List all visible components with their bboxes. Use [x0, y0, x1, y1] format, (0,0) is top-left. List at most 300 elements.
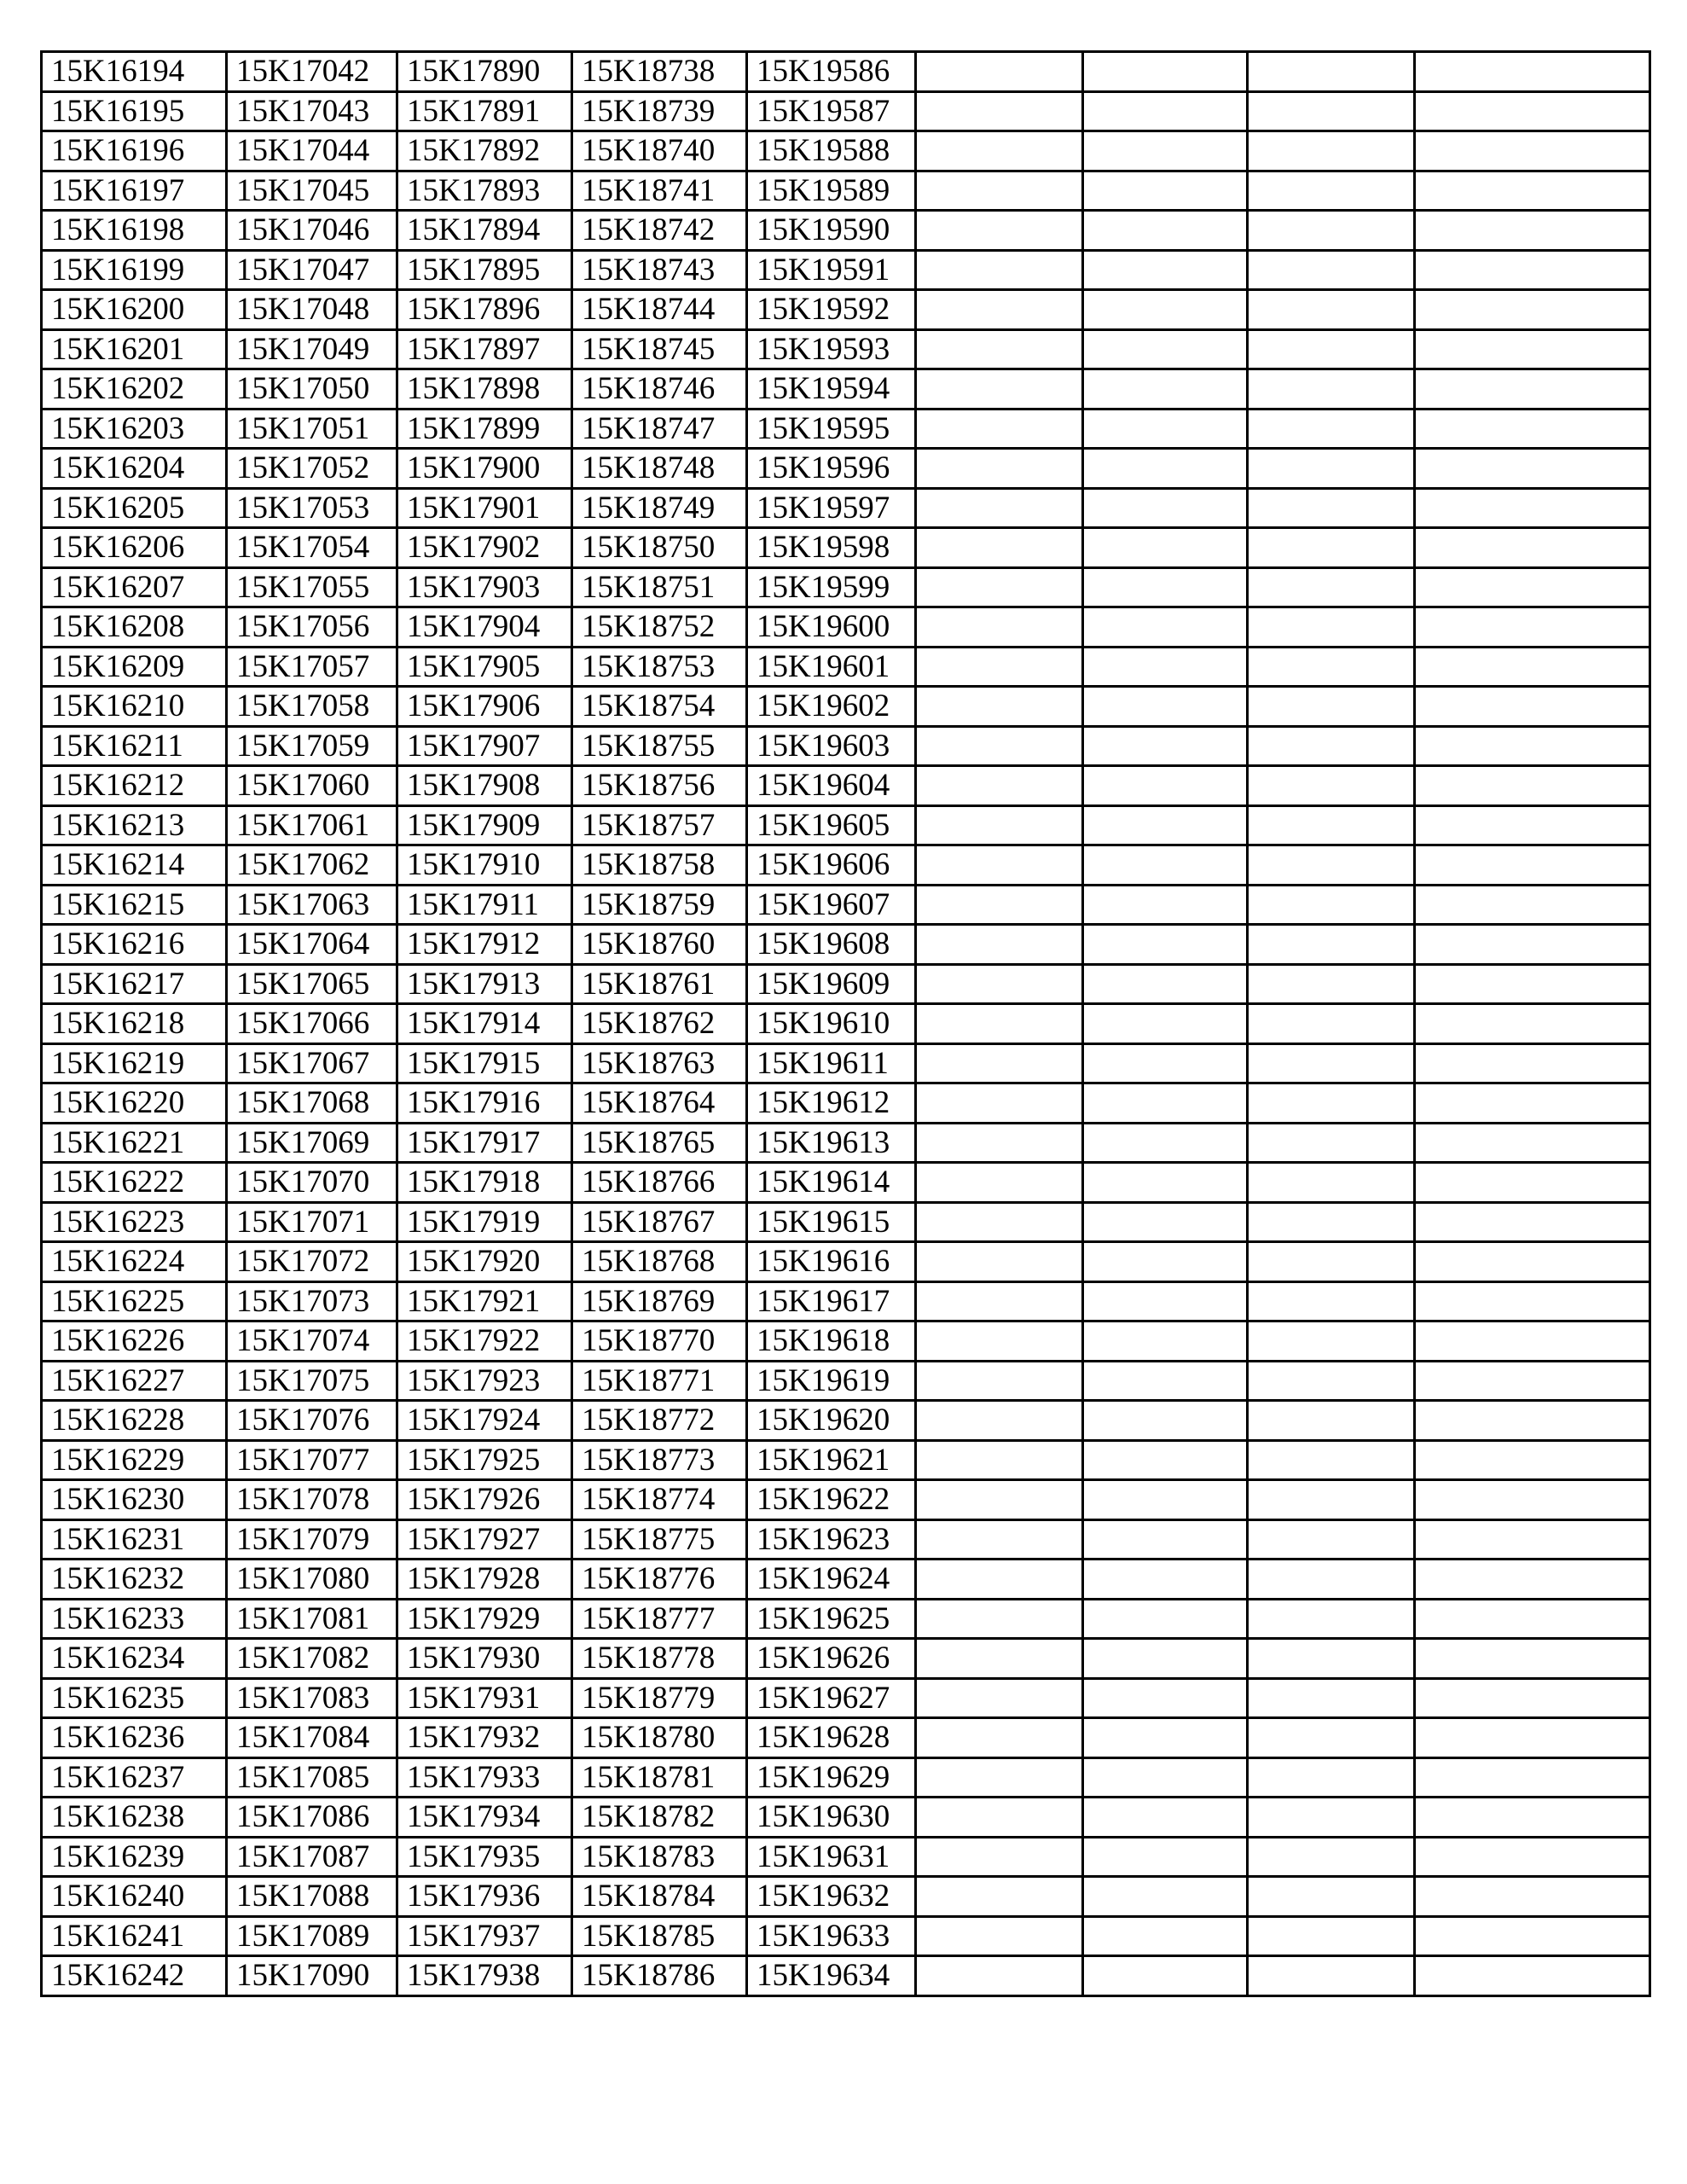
- table-cell: 15K17909: [397, 805, 572, 845]
- table-cell: [916, 449, 1083, 489]
- table-cell: 15K18748: [572, 449, 747, 489]
- table-cell: [1083, 1083, 1248, 1124]
- table-cell: 15K19633: [747, 1916, 916, 1956]
- table-cell: [1083, 1163, 1248, 1203]
- table-cell: 15K16220: [42, 1083, 227, 1124]
- table-cell: 15K17055: [227, 567, 397, 607]
- table-cell: 15K16208: [42, 607, 227, 648]
- table-cell: 15K18759: [572, 885, 747, 925]
- table-cell: 15K17900: [397, 449, 572, 489]
- table-cell: [1248, 1242, 1415, 1282]
- table-row: [42, 567, 1650, 607]
- table-cell: 15K17892: [397, 131, 572, 171]
- table-cell: 15K17054: [227, 528, 397, 568]
- table-cell: [1415, 1519, 1650, 1560]
- table-cell: 15K19602: [747, 687, 916, 727]
- table-cell: 15K19611: [747, 1043, 916, 1083]
- table-cell: 15K17083: [227, 1678, 397, 1718]
- table-cell: 15K19631: [747, 1837, 916, 1877]
- table-cell: 15K19590: [747, 211, 916, 251]
- table-cell: 15K16218: [42, 1004, 227, 1044]
- table-cell: [916, 567, 1083, 607]
- table-cell: 15K19604: [747, 766, 916, 806]
- table-cell: [916, 1281, 1083, 1321]
- table-cell: [1248, 131, 1415, 171]
- table-cell: [1415, 449, 1650, 489]
- table-cell: 15K16236: [42, 1718, 227, 1758]
- table-cell: 15K16211: [42, 726, 227, 766]
- table-cell: 15K19610: [747, 1004, 916, 1044]
- table-cell: [916, 726, 1083, 766]
- table-cell: 15K16231: [42, 1519, 227, 1560]
- table-cell: [1415, 1718, 1650, 1758]
- table-cell: 15K18764: [572, 1083, 747, 1124]
- table-cell: 15K19588: [747, 131, 916, 171]
- table-cell: [1083, 250, 1248, 290]
- table-cell: 15K17899: [397, 409, 572, 449]
- table-cell: 15K18776: [572, 1560, 747, 1600]
- table-cell: [916, 687, 1083, 727]
- table-cell: 15K17044: [227, 131, 397, 171]
- table-row: [42, 1321, 1650, 1362]
- table-cell: [1083, 290, 1248, 330]
- table-cell: 15K18746: [572, 369, 747, 410]
- table-cell: 15K17934: [397, 1798, 572, 1838]
- table-cell: 15K17060: [227, 766, 397, 806]
- table-cell: [1248, 1361, 1415, 1401]
- table-cell: 15K17911: [397, 885, 572, 925]
- table-cell: 15K19612: [747, 1083, 916, 1124]
- table-cell: 15K17902: [397, 528, 572, 568]
- table-row: [42, 528, 1650, 568]
- table-row: [42, 925, 1650, 965]
- table-cell: [1248, 567, 1415, 607]
- table-row: [42, 726, 1650, 766]
- table-cell: [916, 1599, 1083, 1639]
- table-cell: 15K17919: [397, 1202, 572, 1242]
- table-body: [42, 52, 1650, 1996]
- table-cell: [1083, 449, 1248, 489]
- table-cell: 15K19595: [747, 409, 916, 449]
- table-cell: [1415, 528, 1650, 568]
- table-cell: [916, 1837, 1083, 1877]
- table-cell: [1415, 329, 1650, 369]
- table-cell: 15K18769: [572, 1281, 747, 1321]
- table-cell: [1248, 488, 1415, 528]
- table-cell: [1083, 1560, 1248, 1600]
- table-cell: [1415, 1798, 1650, 1838]
- table-row: [42, 1639, 1650, 1679]
- table-cell: 15K18779: [572, 1678, 747, 1718]
- table-cell: 15K19613: [747, 1123, 916, 1163]
- table-cell: [1248, 1202, 1415, 1242]
- table-cell: 15K16232: [42, 1560, 227, 1600]
- table-cell: 15K19607: [747, 885, 916, 925]
- table-cell: [1083, 1242, 1248, 1282]
- table-cell: 15K19589: [747, 171, 916, 211]
- table-cell: [916, 1440, 1083, 1480]
- table-cell: [1083, 1678, 1248, 1718]
- table-cell: [916, 250, 1083, 290]
- table-cell: 15K17056: [227, 607, 397, 648]
- table-cell: 15K16217: [42, 964, 227, 1004]
- table-cell: [1415, 1202, 1650, 1242]
- table-cell: 15K19623: [747, 1519, 916, 1560]
- table-cell: [1083, 1480, 1248, 1520]
- table-cell: [916, 1877, 1083, 1917]
- table-cell: [1415, 91, 1650, 131]
- table-cell: 15K18773: [572, 1440, 747, 1480]
- table-cell: [916, 1798, 1083, 1838]
- table-cell: 15K17043: [227, 91, 397, 131]
- table-cell: [1248, 885, 1415, 925]
- table-row: [42, 369, 1650, 410]
- table-cell: [1415, 211, 1650, 251]
- table-row: [42, 1877, 1650, 1917]
- table-cell: 15K16224: [42, 1242, 227, 1282]
- table-cell: 15K17082: [227, 1639, 397, 1679]
- table-cell: [1248, 1163, 1415, 1203]
- table-cell: [1083, 1281, 1248, 1321]
- table-cell: [1248, 1043, 1415, 1083]
- table-cell: 15K17895: [397, 250, 572, 290]
- table-row: [42, 131, 1650, 171]
- table-cell: 15K18751: [572, 567, 747, 607]
- table-cell: [1248, 329, 1415, 369]
- table-cell: 15K16215: [42, 885, 227, 925]
- table-cell: [1248, 1678, 1415, 1718]
- table-cell: [1083, 845, 1248, 886]
- table-cell: 15K17928: [397, 1560, 572, 1600]
- table-cell: 15K19614: [747, 1163, 916, 1203]
- table-row: [42, 329, 1650, 369]
- table-cell: 15K16198: [42, 211, 227, 251]
- id-table: [40, 50, 1651, 1997]
- table-cell: 15K17090: [227, 1956, 397, 1996]
- table-cell: 15K17904: [397, 607, 572, 648]
- table-cell: [916, 1560, 1083, 1600]
- table-cell: 15K16219: [42, 1043, 227, 1083]
- table-cell: [1083, 687, 1248, 727]
- table-cell: [1248, 409, 1415, 449]
- table-cell: 15K16197: [42, 171, 227, 211]
- table-cell: [1415, 726, 1650, 766]
- table-cell: [916, 1004, 1083, 1044]
- table-row: [42, 250, 1650, 290]
- table-cell: 15K18762: [572, 1004, 747, 1044]
- table-row: [42, 1678, 1650, 1718]
- table-cell: 15K19626: [747, 1639, 916, 1679]
- table-cell: 15K17048: [227, 290, 397, 330]
- table-cell: [1415, 409, 1650, 449]
- table-cell: 15K18750: [572, 528, 747, 568]
- table-cell: [1415, 131, 1650, 171]
- table-cell: [1083, 1916, 1248, 1956]
- table-cell: [1083, 1202, 1248, 1242]
- table-cell: 15K18744: [572, 290, 747, 330]
- table-cell: [1248, 607, 1415, 648]
- table-cell: [1083, 1440, 1248, 1480]
- table-cell: 15K16237: [42, 1757, 227, 1798]
- table-cell: [916, 607, 1083, 648]
- table-cell: [1083, 1639, 1248, 1679]
- table-cell: [1083, 567, 1248, 607]
- table-cell: 15K17050: [227, 369, 397, 410]
- table-cell: 15K17915: [397, 1043, 572, 1083]
- table-cell: [1415, 1242, 1650, 1282]
- table-cell: [1248, 1519, 1415, 1560]
- table-cell: 15K16203: [42, 409, 227, 449]
- table-cell: [1248, 528, 1415, 568]
- table-cell: 15K17927: [397, 1519, 572, 1560]
- table-cell: [1415, 250, 1650, 290]
- table-cell: [1083, 1361, 1248, 1401]
- table-cell: 15K17052: [227, 449, 397, 489]
- table-cell: 15K19605: [747, 805, 916, 845]
- table-cell: 15K19596: [747, 449, 916, 489]
- table-cell: 15K17069: [227, 1123, 397, 1163]
- table-cell: [1415, 885, 1650, 925]
- table-cell: [1083, 1718, 1248, 1758]
- table-cell: 15K16201: [42, 329, 227, 369]
- table-cell: 15K17084: [227, 1718, 397, 1758]
- table-cell: 15K17071: [227, 1202, 397, 1242]
- table-cell: [916, 1043, 1083, 1083]
- table-cell: [1248, 369, 1415, 410]
- table-cell: [916, 925, 1083, 965]
- table-row: [42, 1004, 1650, 1044]
- table-cell: 15K17926: [397, 1480, 572, 1520]
- table-row: [42, 1956, 1650, 1996]
- table-cell: 15K17070: [227, 1163, 397, 1203]
- table-cell: [916, 766, 1083, 806]
- table-cell: 15K18770: [572, 1321, 747, 1362]
- table-cell: 15K17916: [397, 1083, 572, 1124]
- table-cell: 15K18742: [572, 211, 747, 251]
- table-cell: 15K16213: [42, 805, 227, 845]
- table-cell: 15K17901: [397, 488, 572, 528]
- table-cell: [1415, 1123, 1650, 1163]
- table-cell: 15K18740: [572, 131, 747, 171]
- table-cell: 15K18777: [572, 1599, 747, 1639]
- table-cell: [1248, 290, 1415, 330]
- table-cell: [916, 1678, 1083, 1718]
- table-row: [42, 1202, 1650, 1242]
- table-cell: [1083, 607, 1248, 648]
- table-cell: [916, 1083, 1083, 1124]
- table-cell: 15K17910: [397, 845, 572, 886]
- table-cell: [1415, 687, 1650, 727]
- table-cell: [1248, 449, 1415, 489]
- table-cell: [1083, 1956, 1248, 1996]
- table-row: [42, 1916, 1650, 1956]
- table-cell: [916, 1163, 1083, 1203]
- table-cell: [1415, 925, 1650, 965]
- table-cell: 15K17918: [397, 1163, 572, 1203]
- table-cell: [916, 409, 1083, 449]
- table-cell: 15K18763: [572, 1043, 747, 1083]
- table-cell: 15K18753: [572, 647, 747, 687]
- table-cell: [1248, 1837, 1415, 1877]
- table-cell: 15K17077: [227, 1440, 397, 1480]
- table-cell: 15K17893: [397, 171, 572, 211]
- table-cell: 15K17938: [397, 1956, 572, 1996]
- table-cell: 15K17933: [397, 1757, 572, 1798]
- table-row: [42, 1798, 1650, 1838]
- table-cell: 15K18786: [572, 1956, 747, 1996]
- table-cell: 15K18774: [572, 1480, 747, 1520]
- table-cell: 15K19609: [747, 964, 916, 1004]
- table-cell: 15K17051: [227, 409, 397, 449]
- table-cell: 15K16225: [42, 1281, 227, 1321]
- table-cell: [1415, 1599, 1650, 1639]
- table-cell: 15K18739: [572, 91, 747, 131]
- table-cell: 15K18781: [572, 1757, 747, 1798]
- table-cell: 15K16206: [42, 528, 227, 568]
- table-cell: 15K19619: [747, 1361, 916, 1401]
- table-cell: 15K19618: [747, 1321, 916, 1362]
- table-cell: [1248, 211, 1415, 251]
- table-row: [42, 885, 1650, 925]
- table-cell: [1248, 726, 1415, 766]
- table-row: [42, 964, 1650, 1004]
- table-cell: 15K17908: [397, 766, 572, 806]
- table-cell: 15K17922: [397, 1321, 572, 1362]
- table-cell: 15K19606: [747, 845, 916, 886]
- table-cell: [1415, 1083, 1650, 1124]
- table-cell: [1415, 1560, 1650, 1600]
- table-cell: [1248, 1321, 1415, 1362]
- table-row: [42, 1163, 1650, 1203]
- table-cell: [1248, 1004, 1415, 1044]
- table-cell: 15K16202: [42, 369, 227, 410]
- table-cell: 15K17065: [227, 964, 397, 1004]
- table-cell: 15K19586: [747, 52, 916, 92]
- table-cell: [1415, 290, 1650, 330]
- table-cell: 15K17905: [397, 647, 572, 687]
- table-cell: 15K18754: [572, 687, 747, 727]
- table-cell: 15K18761: [572, 964, 747, 1004]
- table-cell: [1415, 607, 1650, 648]
- table-cell: 15K17932: [397, 1718, 572, 1758]
- table-cell: [916, 885, 1083, 925]
- table-cell: 15K17076: [227, 1401, 397, 1441]
- table-cell: 15K16228: [42, 1401, 227, 1441]
- table-cell: [1248, 1798, 1415, 1838]
- table-row: [42, 1560, 1650, 1600]
- table-cell: 15K16233: [42, 1599, 227, 1639]
- table-cell: 15K17913: [397, 964, 572, 1004]
- table-cell: 15K19598: [747, 528, 916, 568]
- table-cell: 15K18772: [572, 1401, 747, 1441]
- table-cell: [1415, 488, 1650, 528]
- table-cell: [1083, 329, 1248, 369]
- table-cell: 15K16221: [42, 1123, 227, 1163]
- table-cell: 15K17935: [397, 1837, 572, 1877]
- table-cell: [1083, 1798, 1248, 1838]
- table-cell: [916, 964, 1083, 1004]
- table-cell: 15K17907: [397, 726, 572, 766]
- table-cell: [916, 329, 1083, 369]
- table-cell: 15K17921: [397, 1281, 572, 1321]
- table-cell: 15K19608: [747, 925, 916, 965]
- table-cell: 15K17920: [397, 1242, 572, 1282]
- table-cell: [1083, 647, 1248, 687]
- table-cell: 15K16226: [42, 1321, 227, 1362]
- table-cell: [1415, 567, 1650, 607]
- table-row: [42, 647, 1650, 687]
- table-cell: 15K17894: [397, 211, 572, 251]
- table-cell: [1083, 805, 1248, 845]
- table-cell: [1248, 1916, 1415, 1956]
- table-cell: 15K17917: [397, 1123, 572, 1163]
- table-cell: 15K17936: [397, 1877, 572, 1917]
- table-cell: 15K17066: [227, 1004, 397, 1044]
- table-cell: [1415, 1281, 1650, 1321]
- table-cell: [916, 488, 1083, 528]
- table-cell: 15K17906: [397, 687, 572, 727]
- table-cell: 15K16234: [42, 1639, 227, 1679]
- table-cell: [1415, 805, 1650, 845]
- table-row: [42, 91, 1650, 131]
- table-cell: 15K19622: [747, 1480, 916, 1520]
- table-cell: 15K19617: [747, 1281, 916, 1321]
- table-cell: [1083, 1043, 1248, 1083]
- table-cell: [1248, 766, 1415, 806]
- table-cell: [1083, 1401, 1248, 1441]
- table-cell: [1248, 1639, 1415, 1679]
- table-cell: [916, 647, 1083, 687]
- table-cell: [1248, 1123, 1415, 1163]
- table-cell: [1083, 964, 1248, 1004]
- table-cell: [1248, 1440, 1415, 1480]
- table-cell: 15K16212: [42, 766, 227, 806]
- table-cell: 15K19627: [747, 1678, 916, 1718]
- table-cell: 15K17061: [227, 805, 397, 845]
- table-cell: [1083, 1004, 1248, 1044]
- table-cell: 15K19601: [747, 647, 916, 687]
- table-cell: 15K17898: [397, 369, 572, 410]
- table-cell: 15K16240: [42, 1877, 227, 1917]
- table-cell: 15K17931: [397, 1678, 572, 1718]
- table-cell: 15K17049: [227, 329, 397, 369]
- table-cell: [1083, 1837, 1248, 1877]
- table-row: [42, 171, 1650, 211]
- table-row: [42, 1043, 1650, 1083]
- table-cell: 15K19593: [747, 329, 916, 369]
- table-cell: 15K19621: [747, 1440, 916, 1480]
- table-cell: [1248, 647, 1415, 687]
- table-cell: [1248, 52, 1415, 92]
- table-cell: [1083, 766, 1248, 806]
- table-row: [42, 409, 1650, 449]
- table-cell: [1415, 1480, 1650, 1520]
- table-cell: 15K18755: [572, 726, 747, 766]
- table-cell: [1415, 964, 1650, 1004]
- table-cell: 15K18780: [572, 1718, 747, 1758]
- table-cell: [1248, 171, 1415, 211]
- table-cell: 15K16196: [42, 131, 227, 171]
- table-row: [42, 290, 1650, 330]
- table-cell: [1415, 1877, 1650, 1917]
- table-row: [42, 52, 1650, 92]
- table-cell: [1248, 805, 1415, 845]
- table-row: [42, 607, 1650, 648]
- table-cell: 15K19592: [747, 290, 916, 330]
- table-cell: 15K17087: [227, 1837, 397, 1877]
- table-cell: 15K18785: [572, 1916, 747, 1956]
- table-cell: [1415, 369, 1650, 410]
